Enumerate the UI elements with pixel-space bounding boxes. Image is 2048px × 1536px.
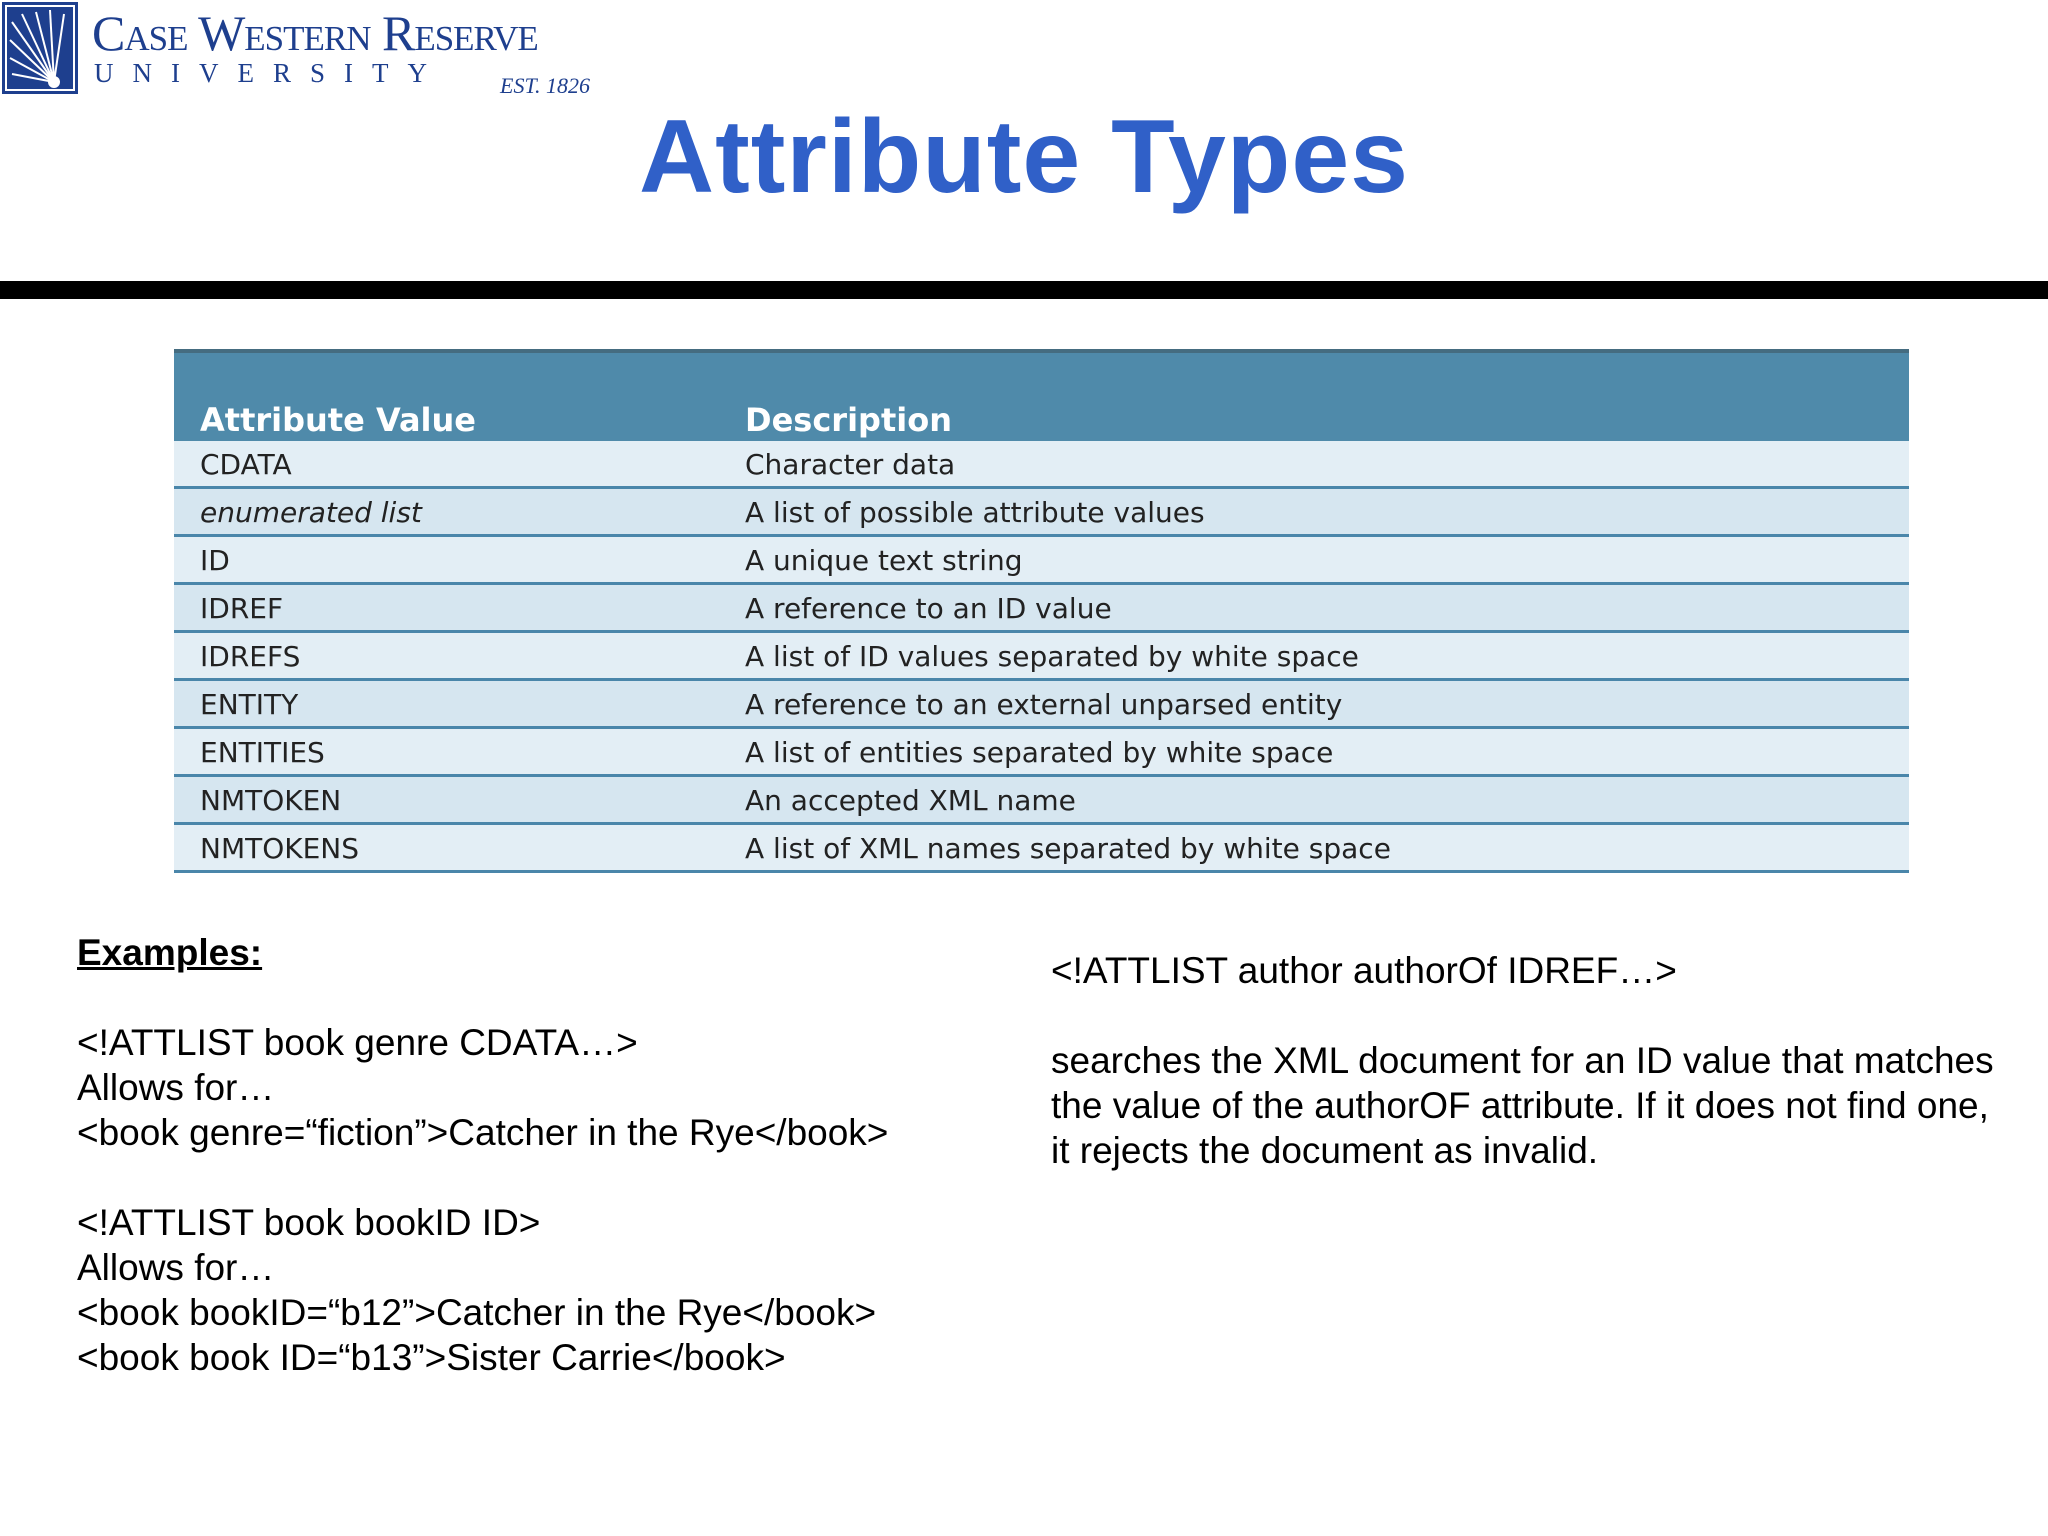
cell-description: A list of ID values separated by white space bbox=[745, 640, 1359, 673]
cell-description: A reference to an external unparsed entity bbox=[745, 688, 1343, 721]
table-row bbox=[174, 777, 1909, 825]
table-row bbox=[174, 537, 1909, 585]
cell-description: A unique text string bbox=[745, 544, 1023, 577]
table-row bbox=[174, 681, 1909, 729]
examples-section bbox=[77, 930, 1037, 1380]
cell-description: A list of XML names separated by white space bbox=[745, 832, 1391, 865]
table-row bbox=[174, 489, 1909, 537]
cell-description: A list of possible attribute values bbox=[745, 496, 1205, 529]
example-line: <!ATTLIST book bookID ID> bbox=[77, 1202, 541, 1243]
cell-value: ID bbox=[200, 544, 230, 577]
logo-subtitle: UNIVERSITY bbox=[94, 58, 446, 88]
cell-description: An accepted XML name bbox=[745, 784, 1076, 817]
table-row bbox=[174, 825, 1909, 873]
table-row bbox=[174, 729, 1909, 777]
idref-explanation bbox=[1051, 948, 2011, 1173]
cell-value: NMTOKENS bbox=[200, 832, 360, 865]
table-body bbox=[174, 441, 1909, 873]
table-row bbox=[174, 585, 1909, 633]
title-divider bbox=[0, 281, 2048, 299]
table-header bbox=[174, 349, 1909, 441]
example-line: Allows for… bbox=[77, 1247, 275, 1288]
idref-text: searches the XML document for an ID value that matches the value of the authorOF attribute. If it does not find one, it rejects the document as invalid. bbox=[1051, 1040, 1994, 1171]
logo-name: Case Western Reserve bbox=[92, 5, 538, 61]
header-description: Description bbox=[745, 401, 952, 439]
cell-value: ENTITIES bbox=[200, 736, 325, 769]
university-seal-icon bbox=[2, 2, 78, 94]
cell-value: IDREFS bbox=[200, 640, 301, 673]
idref-code: <!ATTLIST author authorOf IDREF…> bbox=[1051, 950, 1677, 991]
cell-value: enumerated list bbox=[200, 496, 422, 529]
example-line: <book book ID=“b13”>Sister Carrie</book> bbox=[77, 1337, 786, 1378]
cell-value: NMTOKEN bbox=[200, 784, 342, 817]
table-row bbox=[174, 441, 1909, 489]
cell-description: A reference to an ID value bbox=[745, 592, 1112, 625]
cell-value: CDATA bbox=[200, 448, 292, 481]
example-line: Allows for… bbox=[77, 1067, 275, 1108]
example-line: <book bookID=“b12”>Catcher in the Rye</book> bbox=[77, 1292, 877, 1333]
cell-value: IDREF bbox=[200, 592, 284, 625]
university-logo bbox=[0, 0, 610, 100]
table-row bbox=[174, 633, 1909, 681]
attribute-types-table bbox=[174, 349, 1909, 873]
slide-title bbox=[0, 98, 2048, 217]
slide-title-text: Attribute Types bbox=[638, 99, 1409, 215]
cell-description: A list of entities separated by white space bbox=[745, 736, 1334, 769]
cell-description: Character data bbox=[745, 448, 956, 481]
examples-heading: Examples: bbox=[77, 932, 263, 973]
logo-established: EST. 1826 bbox=[500, 73, 591, 98]
example-line: <!ATTLIST book genre CDATA…> bbox=[77, 1022, 638, 1063]
header-attribute-value: Attribute Value bbox=[200, 401, 476, 439]
example-line: <book genre=“fiction”>Catcher in the Rye</book> bbox=[77, 1112, 889, 1153]
cell-value: ENTITY bbox=[200, 688, 299, 721]
